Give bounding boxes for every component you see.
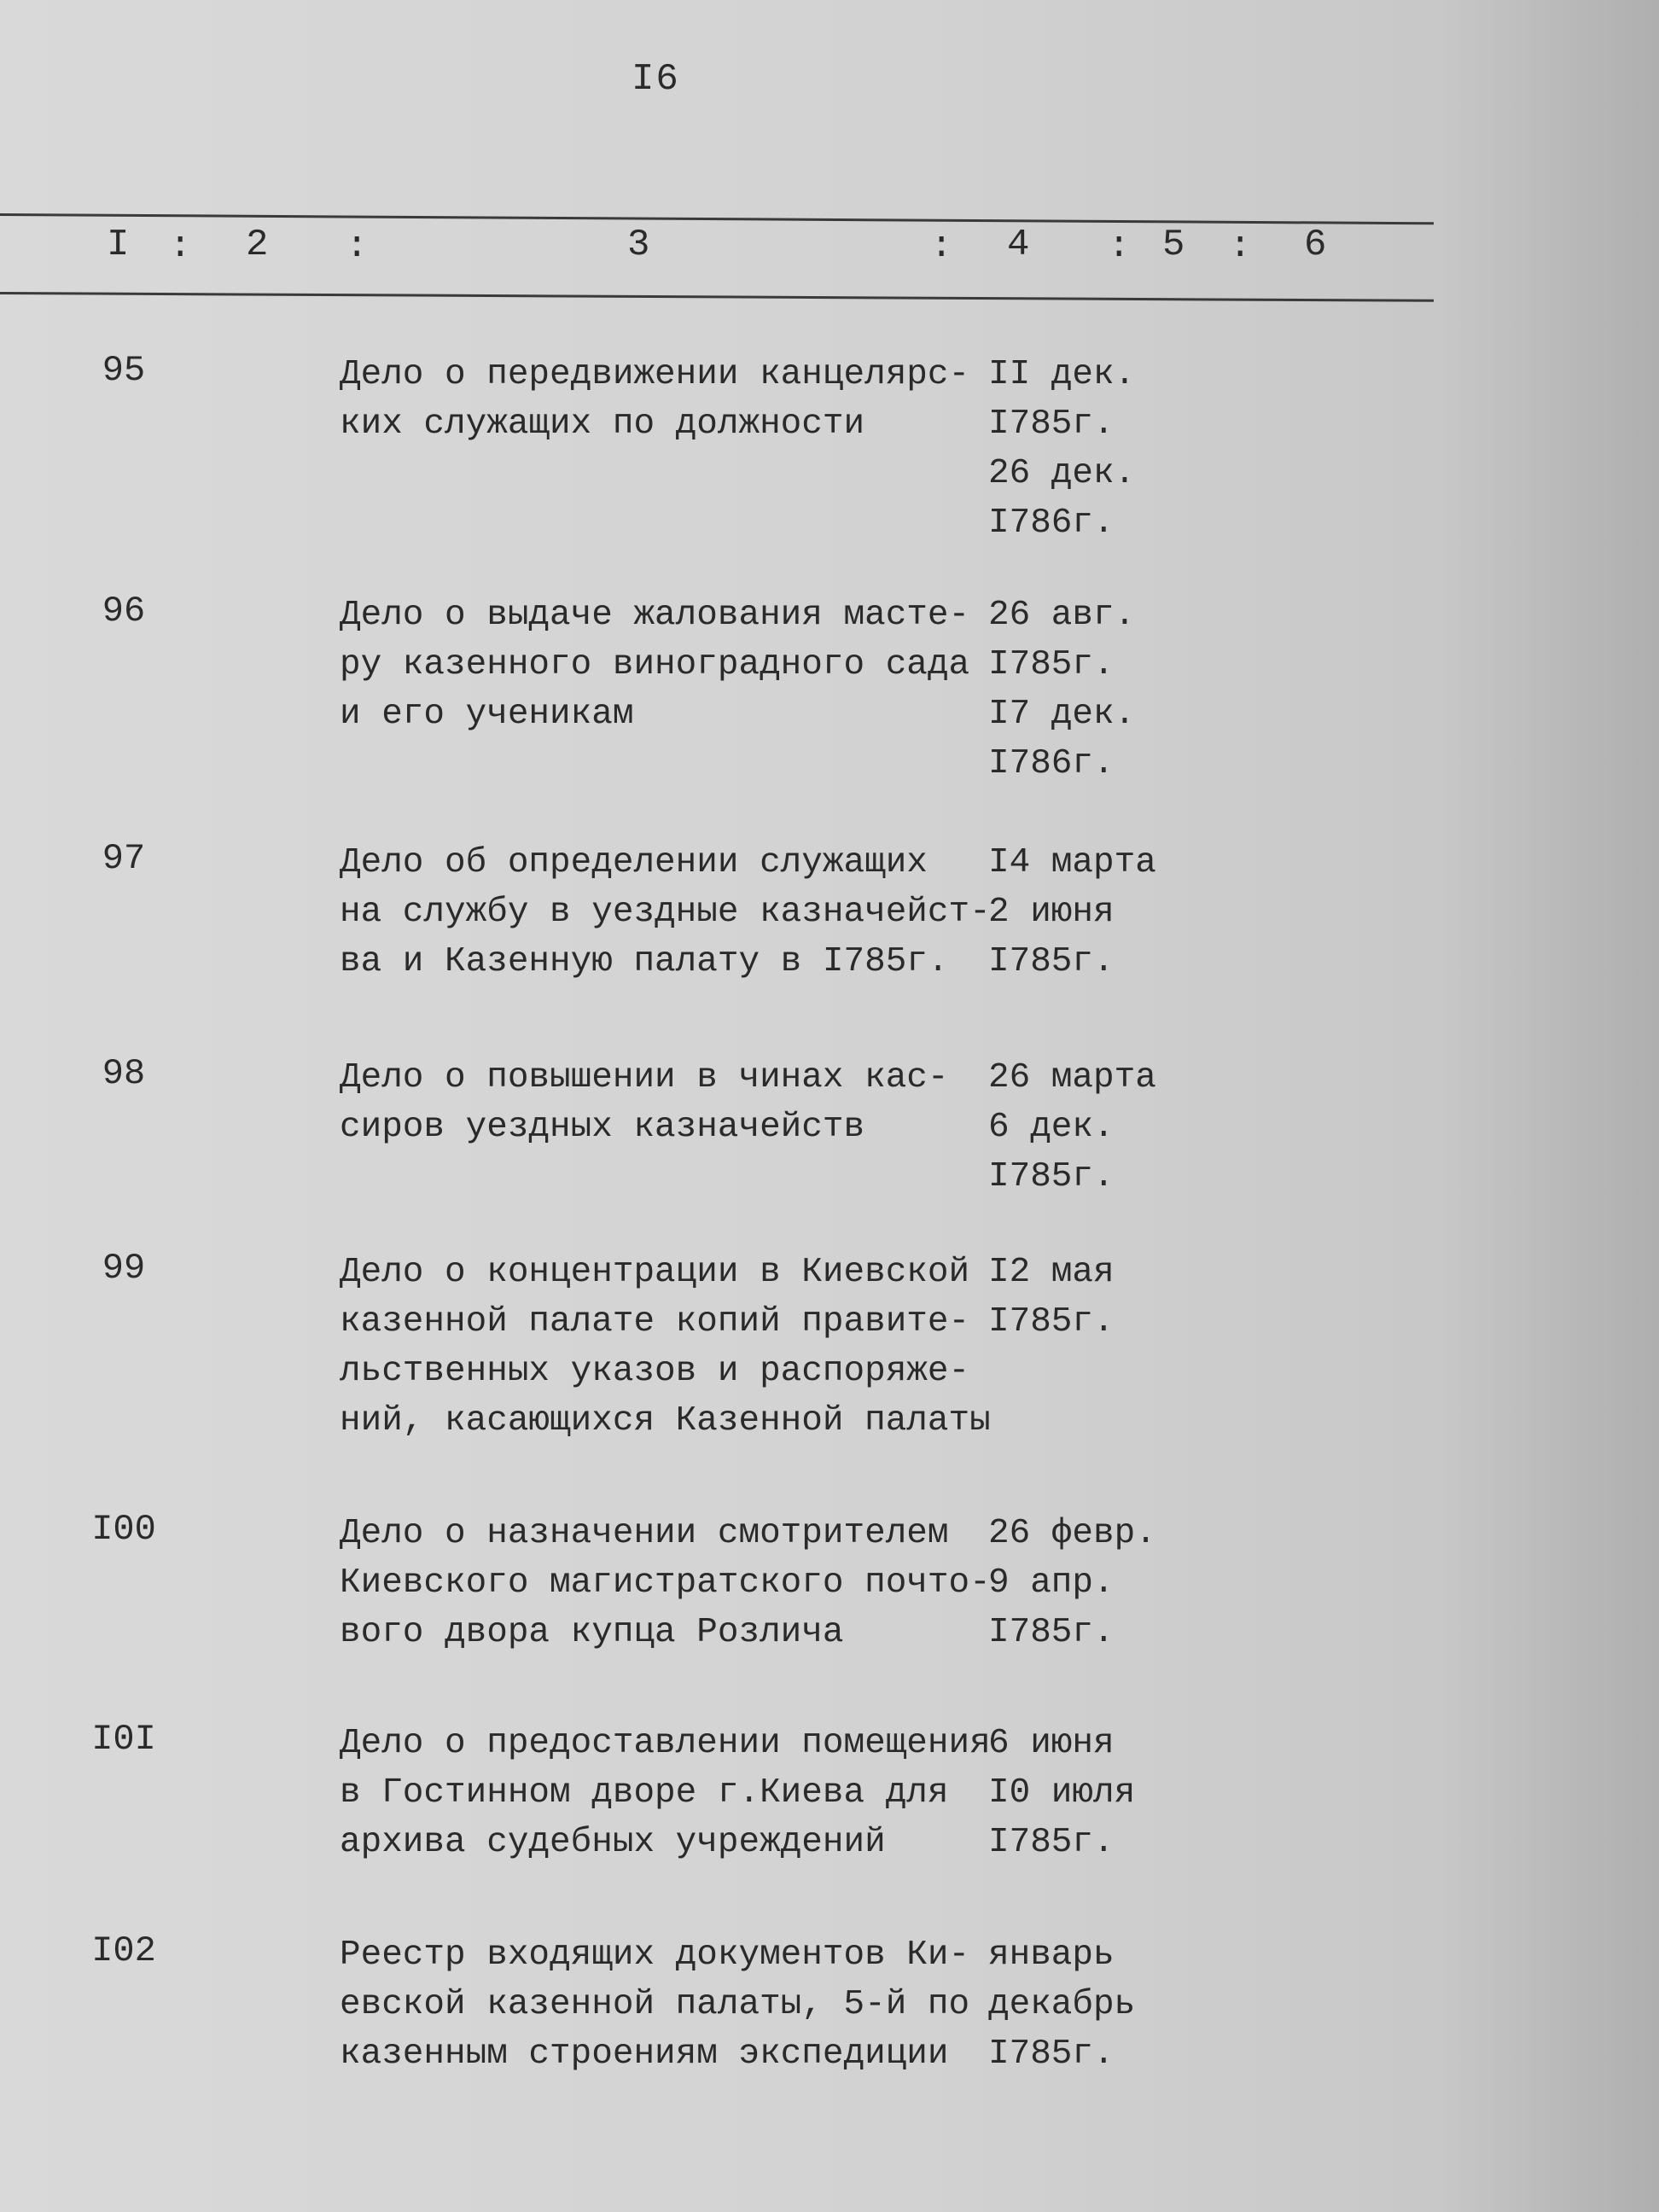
record-date-line: 6 дек. bbox=[988, 1108, 1115, 1147]
record-title-line: Дело о концентрации в Киевской bbox=[340, 1253, 970, 1292]
record-title bbox=[340, 350, 971, 449]
record-title-line: Дело о назначении смотрителем bbox=[340, 1514, 949, 1553]
record-title-line: Дело о повышении в чинах кас- bbox=[340, 1058, 949, 1097]
column-header-6: 6 bbox=[1304, 224, 1327, 266]
record-title-line: на службу в уездные казначейст- bbox=[340, 893, 991, 932]
record-date-line: I785г. bbox=[988, 942, 1115, 981]
record-date-line: I785г. bbox=[988, 405, 1115, 444]
record-title-line: и его ученикам bbox=[340, 695, 634, 734]
record-number: 98 bbox=[102, 1053, 146, 1094]
record-title bbox=[340, 591, 971, 739]
record-date-line: I785г. bbox=[988, 1613, 1115, 1652]
record-title-line: вого двора купца Розлича bbox=[340, 1613, 844, 1652]
column-header-2: 2 bbox=[246, 224, 269, 266]
record-dates bbox=[988, 1509, 1202, 1657]
record-dates bbox=[988, 591, 1202, 789]
record-title-line: ний, касающихся Казенной палаты bbox=[340, 1401, 991, 1441]
record-date-line: I785г. bbox=[988, 1302, 1115, 1342]
record-number: I0I bbox=[91, 1719, 156, 1760]
record-title-line: Реестр входящих документов Ки- bbox=[340, 1936, 970, 1975]
column-separator: : bbox=[930, 225, 953, 268]
column-separator: : bbox=[1108, 225, 1131, 268]
record-date-line: I785г. bbox=[988, 645, 1115, 684]
page-number: I6 bbox=[632, 58, 680, 101]
record-number: 97 bbox=[102, 838, 146, 879]
record-title bbox=[340, 1930, 971, 2079]
record-title-line: казенной палате копий правите- bbox=[340, 1302, 970, 1342]
record-date-line: I786г. bbox=[988, 744, 1115, 783]
column-separator: : bbox=[346, 225, 369, 268]
column-separator: : bbox=[169, 225, 192, 268]
record-title-line: казенным строениям экспедиции bbox=[340, 2034, 949, 2074]
column-header-1: I bbox=[107, 224, 130, 266]
record-title-line: Дело о выдаче жалования масте- bbox=[340, 596, 970, 635]
record-date-line: 26 февр. bbox=[988, 1514, 1156, 1553]
record-title-line: евской казенной палаты, 5-й по bbox=[340, 1985, 970, 2024]
record-dates bbox=[988, 1719, 1202, 1867]
column-header-3: 3 bbox=[627, 224, 650, 266]
record-date-line: 26 марта bbox=[988, 1058, 1156, 1097]
header-rule-bottom bbox=[0, 292, 1434, 302]
column-header-5: 5 bbox=[1162, 224, 1185, 266]
record-number: I00 bbox=[91, 1509, 156, 1550]
record-date-line: I785г. bbox=[988, 2034, 1115, 2074]
record-title bbox=[340, 1719, 991, 1867]
record-title bbox=[340, 838, 991, 987]
record-dates bbox=[988, 1248, 1202, 1347]
header-rule-top bbox=[0, 213, 1434, 224]
record-title bbox=[340, 1509, 991, 1657]
column-separator: : bbox=[1229, 225, 1252, 268]
record-number: I02 bbox=[91, 1930, 156, 1971]
record-date-line: I4 марта bbox=[988, 843, 1156, 882]
record-title bbox=[340, 1053, 971, 1152]
record-date-line: I7 дек. bbox=[988, 695, 1136, 734]
record-date-line: I785г. bbox=[988, 1823, 1115, 1862]
record-date-line: 2 июня bbox=[988, 893, 1115, 932]
record-date-line: 26 дек. bbox=[988, 454, 1136, 493]
record-date-line: январь bbox=[988, 1936, 1115, 1975]
record-title-line: Дело о передвижении канцелярс- bbox=[340, 355, 970, 394]
record-date-line: I786г. bbox=[988, 504, 1115, 543]
scan-edge-shade bbox=[1437, 0, 1659, 2212]
record-title-line: сиров уездных казначейств bbox=[340, 1108, 865, 1147]
record-number: 96 bbox=[102, 591, 146, 632]
record-date-line: декабрь bbox=[988, 1985, 1136, 2024]
record-title bbox=[340, 1248, 991, 1446]
record-title-line: архива судебных учреждений bbox=[340, 1823, 886, 1862]
record-date-line: I0 июля bbox=[988, 1773, 1136, 1813]
record-date-line: II дек. bbox=[988, 355, 1136, 394]
record-date-line: I785г. bbox=[988, 1157, 1115, 1196]
record-title-line: ру казенного виноградного сада bbox=[340, 645, 970, 684]
record-dates bbox=[988, 1930, 1202, 2079]
record-dates bbox=[988, 1053, 1202, 1202]
record-title-line: ва и Казенную палату в I785г. bbox=[340, 942, 949, 981]
record-date-line: I2 мая bbox=[988, 1253, 1115, 1292]
record-title-line: льственных указов и распоряже- bbox=[340, 1352, 970, 1391]
record-dates bbox=[988, 838, 1202, 987]
column-header-4: 4 bbox=[1007, 224, 1030, 266]
record-date-line: 9 апр. bbox=[988, 1563, 1115, 1603]
record-title-line: Дело об определении служащих bbox=[340, 843, 928, 882]
record-date-line: 26 авг. bbox=[988, 596, 1136, 635]
record-title-line: ких служащих по должности bbox=[340, 405, 865, 444]
record-number: 99 bbox=[102, 1248, 146, 1289]
record-number: 95 bbox=[102, 350, 146, 391]
record-title-line: в Гостинном дворе г.Киева для bbox=[340, 1773, 949, 1813]
record-date-line: 6 июня bbox=[988, 1724, 1115, 1763]
record-title-line: Дело о предоставлении помещения bbox=[340, 1724, 991, 1763]
record-title-line: Киевского магистратского почто- bbox=[340, 1563, 991, 1603]
record-dates bbox=[988, 350, 1202, 548]
